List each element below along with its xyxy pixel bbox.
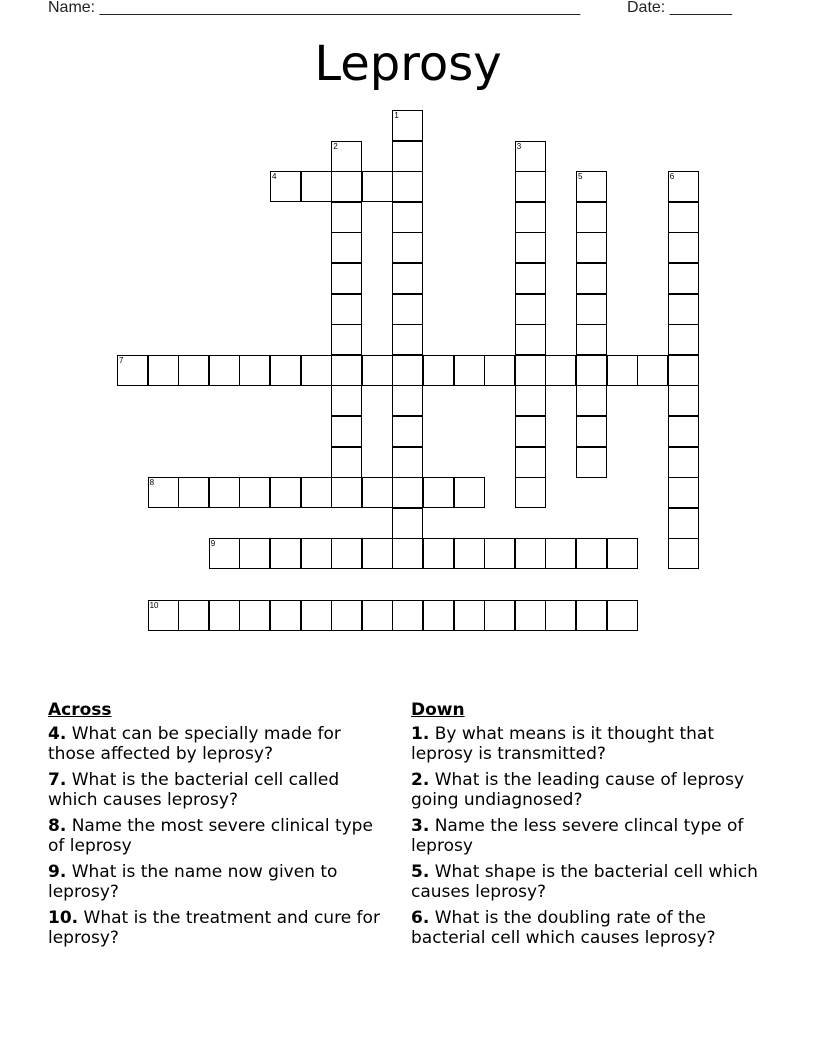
across-clues bbox=[48, 700, 388, 954]
crossword-cell[interactable] bbox=[331, 538, 362, 569]
crossword-cell[interactable] bbox=[607, 538, 638, 569]
crossword-cell[interactable] bbox=[270, 600, 301, 631]
down-clue bbox=[411, 816, 761, 856]
crossword-cell[interactable] bbox=[607, 600, 638, 631]
crossword-cell[interactable] bbox=[668, 447, 699, 478]
crossword-cell[interactable] bbox=[668, 355, 699, 386]
cell-number: 7 bbox=[119, 355, 124, 365]
crossword-cell[interactable] bbox=[392, 355, 423, 386]
crossword-cell[interactable] bbox=[668, 508, 699, 539]
crossword-cell[interactable] bbox=[576, 202, 607, 233]
crossword-cell[interactable] bbox=[301, 477, 332, 508]
crossword-cell[interactable] bbox=[668, 477, 699, 508]
clue-number: 2. bbox=[411, 770, 430, 790]
crossword-cell[interactable] bbox=[270, 477, 301, 508]
cell-number: 8 bbox=[149, 478, 155, 488]
crossword-cell[interactable] bbox=[209, 477, 240, 508]
crossword-cell[interactable] bbox=[178, 600, 209, 631]
down-clue bbox=[411, 724, 761, 764]
crossword-cell[interactable] bbox=[331, 447, 362, 478]
crossword-cell[interactable] bbox=[576, 294, 607, 325]
down-clue bbox=[411, 908, 761, 948]
across-clue bbox=[48, 770, 388, 810]
name-field-label: Name: ______________________________________________________ bbox=[48, 0, 581, 16]
clue-text: What is the doubling rate of the bacterial cell which causes leprosy? bbox=[411, 908, 716, 948]
crossword-cell[interactable] bbox=[515, 324, 546, 355]
crossword-cell[interactable] bbox=[515, 171, 546, 202]
crossword-cell[interactable] bbox=[392, 508, 423, 539]
clue-number: 3. bbox=[411, 816, 430, 836]
crossword-cell[interactable] bbox=[545, 355, 576, 386]
crossword-cell[interactable] bbox=[576, 416, 607, 447]
crossword-cell[interactable] bbox=[331, 171, 362, 202]
crossword-cell[interactable] bbox=[331, 294, 362, 325]
crossword-cell[interactable] bbox=[148, 355, 179, 386]
crossword-cell[interactable] bbox=[392, 232, 423, 263]
clue-text: What can be specially made for those affected by leprosy? bbox=[48, 724, 341, 764]
crossword-cell[interactable] bbox=[209, 355, 240, 386]
across-clue bbox=[48, 908, 388, 948]
crossword-cell[interactable] bbox=[515, 141, 546, 172]
crossword-cell[interactable] bbox=[301, 171, 332, 202]
page-title: Leprosy bbox=[314, 36, 502, 92]
cell-number: 4 bbox=[272, 172, 277, 182]
cell-number: 6 bbox=[669, 172, 675, 182]
crossword-cell[interactable] bbox=[668, 263, 699, 294]
crossword-cell[interactable] bbox=[515, 263, 546, 294]
crossword-cell[interactable] bbox=[362, 538, 393, 569]
crossword-cell[interactable] bbox=[331, 232, 362, 263]
crossword-cell[interactable] bbox=[668, 232, 699, 263]
clue-text: What is the bacterial cell called which causes leprosy? bbox=[48, 770, 340, 810]
crossword-cell[interactable] bbox=[576, 600, 607, 631]
crossword-cell[interactable] bbox=[362, 355, 393, 386]
crossword-cell[interactable] bbox=[239, 600, 270, 631]
down-clue bbox=[411, 862, 761, 902]
crossword-cell[interactable] bbox=[515, 232, 546, 263]
cell-number: 3 bbox=[516, 141, 522, 151]
crossword-cell[interactable] bbox=[301, 600, 332, 631]
crossword-cell[interactable] bbox=[178, 355, 209, 386]
crossword-cell[interactable] bbox=[484, 600, 515, 631]
crossword-cell[interactable] bbox=[454, 600, 485, 631]
crossword-cell[interactable] bbox=[331, 477, 362, 508]
crossword-cell[interactable] bbox=[668, 324, 699, 355]
clue-number: 10. bbox=[48, 908, 79, 928]
down-heading: Down bbox=[411, 700, 465, 720]
crossword-cell[interactable] bbox=[484, 538, 515, 569]
crossword-cell[interactable] bbox=[607, 355, 638, 386]
crossword-cell[interactable] bbox=[331, 355, 362, 386]
crossword-cell[interactable] bbox=[392, 141, 423, 172]
crossword-cell[interactable] bbox=[209, 538, 240, 569]
crossword-cell[interactable] bbox=[392, 294, 423, 325]
crossword-cell[interactable] bbox=[362, 600, 393, 631]
crossword-cell[interactable] bbox=[392, 171, 423, 202]
crossword-cell[interactable] bbox=[515, 447, 546, 478]
crossword-cell[interactable] bbox=[576, 538, 607, 569]
crossword-cell[interactable] bbox=[515, 538, 546, 569]
crossword-cell[interactable] bbox=[148, 600, 179, 631]
crossword-cell[interactable] bbox=[392, 416, 423, 447]
crossword-cell[interactable] bbox=[454, 355, 485, 386]
crossword-cell[interactable] bbox=[637, 355, 668, 386]
across-clue bbox=[48, 816, 388, 856]
cell-number: 5 bbox=[578, 172, 583, 182]
crossword-cell[interactable] bbox=[331, 202, 362, 233]
clue-number: 5. bbox=[411, 862, 430, 882]
crossword-cell[interactable] bbox=[576, 355, 607, 386]
crossword-cell[interactable] bbox=[148, 477, 179, 508]
crossword-cell[interactable] bbox=[515, 416, 546, 447]
crossword-cell[interactable] bbox=[270, 538, 301, 569]
clue-text: Name the less severe clincal type of leprosy bbox=[411, 816, 744, 856]
crossword-cell[interactable] bbox=[392, 110, 423, 141]
crossword-cell[interactable] bbox=[515, 294, 546, 325]
clue-text: What is the treatment and cure for leprosy? bbox=[48, 908, 380, 948]
crossword-cell[interactable] bbox=[392, 324, 423, 355]
crossword-cell[interactable] bbox=[454, 477, 485, 508]
crossword-cell[interactable] bbox=[576, 324, 607, 355]
crossword-cell[interactable] bbox=[331, 385, 362, 416]
crossword-cell[interactable] bbox=[117, 355, 148, 386]
crossword-cell[interactable] bbox=[362, 171, 393, 202]
clue-text: What is the name now given to leprosy? bbox=[48, 862, 338, 902]
clue-number: 8. bbox=[48, 816, 67, 836]
crossword-cell[interactable] bbox=[239, 477, 270, 508]
crossword-cell[interactable] bbox=[362, 477, 393, 508]
clue-number: 1. bbox=[411, 724, 430, 744]
crossword-cell[interactable] bbox=[209, 600, 240, 631]
crossword-cell[interactable] bbox=[515, 385, 546, 416]
clue-number: 6. bbox=[411, 908, 430, 928]
across-clue bbox=[48, 862, 388, 902]
crossword-cell[interactable] bbox=[392, 263, 423, 294]
crossword-cell[interactable] bbox=[331, 416, 362, 447]
down-clue bbox=[411, 770, 761, 810]
crossword-cell[interactable] bbox=[576, 385, 607, 416]
crossword-cell[interactable] bbox=[331, 263, 362, 294]
crossword-cell[interactable] bbox=[484, 355, 515, 386]
crossword-cell[interactable] bbox=[576, 447, 607, 478]
clue-number: 9. bbox=[48, 862, 67, 882]
down-clues bbox=[411, 700, 761, 954]
crossword-cell[interactable] bbox=[668, 294, 699, 325]
crossword-cell[interactable] bbox=[392, 600, 423, 631]
clue-number: 4. bbox=[48, 724, 67, 744]
crossword-cell[interactable] bbox=[545, 538, 576, 569]
clue-text: What is the leading cause of leprosy going undiagnosed? bbox=[411, 770, 745, 810]
crossword-cell[interactable] bbox=[515, 600, 546, 631]
across-heading: Across bbox=[48, 700, 112, 720]
crossword-cell[interactable] bbox=[392, 202, 423, 233]
crossword-cell[interactable] bbox=[668, 171, 699, 202]
crossword-cell[interactable] bbox=[331, 600, 362, 631]
clue-text: Name the most severe clinical type of leprosy bbox=[48, 816, 373, 856]
crossword-cell[interactable] bbox=[239, 355, 270, 386]
cell-number: 2 bbox=[333, 141, 338, 151]
cell-number: 9 bbox=[210, 539, 216, 549]
cell-number: 1 bbox=[394, 111, 399, 120]
across-clue bbox=[48, 724, 388, 764]
crossword-cell[interactable] bbox=[454, 538, 485, 569]
crossword-cell[interactable] bbox=[576, 171, 607, 202]
crossword-cell[interactable] bbox=[576, 263, 607, 294]
crossword-cell[interactable] bbox=[423, 477, 454, 508]
date-field-label: Date: _______ bbox=[627, 0, 732, 16]
crossword-cell[interactable] bbox=[423, 600, 454, 631]
crossword-cell[interactable] bbox=[239, 538, 270, 569]
crossword-cell[interactable] bbox=[331, 324, 362, 355]
crossword-cell[interactable] bbox=[270, 355, 301, 386]
crossword-cell[interactable] bbox=[331, 141, 362, 172]
cell-number: 10 bbox=[149, 600, 159, 610]
crossword-cell[interactable] bbox=[392, 538, 423, 569]
crossword-cell[interactable] bbox=[301, 538, 332, 569]
crossword-cell[interactable] bbox=[576, 232, 607, 263]
crossword-cell[interactable] bbox=[392, 385, 423, 416]
clue-text: What shape is the bacterial cell which causes leprosy? bbox=[411, 862, 758, 902]
crossword-cell[interactable] bbox=[270, 171, 301, 202]
crossword-cell[interactable] bbox=[392, 477, 423, 508]
crossword-cell[interactable] bbox=[423, 538, 454, 569]
crossword-cell[interactable] bbox=[178, 477, 209, 508]
crossword-cell[interactable] bbox=[515, 355, 546, 386]
crossword-cell[interactable] bbox=[515, 477, 546, 508]
crossword-cell[interactable] bbox=[423, 355, 454, 386]
clue-number: 7. bbox=[48, 770, 67, 790]
crossword-cell[interactable] bbox=[515, 202, 546, 233]
crossword-cell[interactable] bbox=[668, 416, 699, 447]
crossword-cell[interactable] bbox=[668, 385, 699, 416]
crossword-cell[interactable] bbox=[668, 538, 699, 569]
crossword-cell[interactable] bbox=[545, 600, 576, 631]
crossword-cell[interactable] bbox=[301, 355, 332, 386]
clue-text: By what means is it thought that leprosy is transmitted? bbox=[411, 724, 715, 764]
crossword-cell[interactable] bbox=[392, 447, 423, 478]
crossword-cell[interactable] bbox=[668, 202, 699, 233]
